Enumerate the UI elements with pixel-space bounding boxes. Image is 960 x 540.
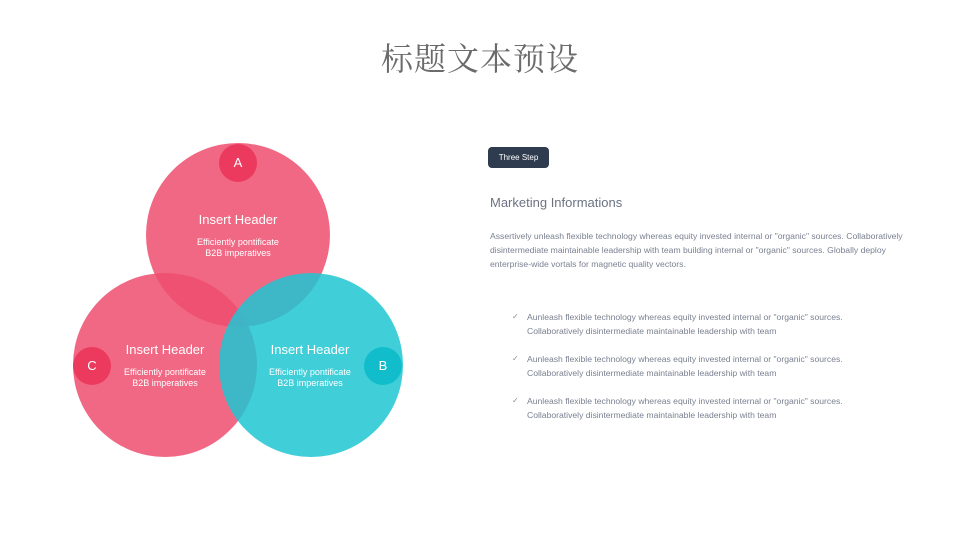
- bullet-line1: Aunleash flexible technology whereas equity invested internal or "organic" sources.: [527, 354, 843, 364]
- step-tag: Three Step: [488, 147, 549, 168]
- circle-c-text: [80, 342, 250, 389]
- check-icon: ✓: [512, 354, 519, 363]
- bullet-line2: Collaboratively disintermediate maintainable leadership with team: [527, 368, 777, 378]
- check-icon: ✓: [512, 312, 519, 321]
- bullet-line2: Collaboratively disintermediate maintainable leadership with team: [527, 410, 777, 420]
- circle-a-line1: Efficiently pontificate: [197, 237, 279, 247]
- list-item: [512, 352, 912, 380]
- page-title: 标题文本预设: [380, 40, 579, 78]
- circle-b-header: Insert Header: [270, 342, 350, 357]
- circle-a-text: [153, 212, 323, 259]
- check-icon: ✓: [512, 396, 519, 405]
- bullet-line2: Collaboratively disintermediate maintainable leadership with team: [527, 326, 777, 336]
- circle-c-line1: Efficiently pontificate: [124, 367, 206, 377]
- panel-paragraph: Assertively unleash flexible technology whereas equity invested internal or "organic" sources. Collaboratively disintermediate maintainable leadership with team building internal or "organic" sources. Globally deploy enterprise-wide vortals for magnetic quality vectors.: [490, 231, 903, 269]
- badge-b-label: B: [378, 358, 388, 373]
- badge-a: [219, 144, 257, 182]
- bullet-line1: Aunleash flexible technology whereas equity invested internal or "organic" sources.: [527, 312, 843, 322]
- circle-c-header: Insert Header: [125, 342, 205, 357]
- badge-a-label: A: [233, 155, 243, 170]
- circle-b-text: [225, 342, 395, 389]
- circle-b-line2: B2B imperatives: [277, 378, 343, 388]
- bullet-list: [512, 310, 912, 436]
- circle-a-line2: B2B imperatives: [205, 248, 271, 258]
- circle-a-header: Insert Header: [198, 212, 278, 227]
- panel-subtitle: Marketing Informations: [490, 195, 623, 210]
- list-item: [512, 310, 912, 338]
- list-item: [512, 394, 912, 422]
- circle-c-line2: B2B imperatives: [132, 378, 198, 388]
- badge-c-label: C: [87, 358, 97, 373]
- circle-b-line1: Efficiently pontificate: [269, 367, 351, 377]
- bullet-line1: Aunleash flexible technology whereas equity invested internal or "organic" sources.: [527, 396, 843, 406]
